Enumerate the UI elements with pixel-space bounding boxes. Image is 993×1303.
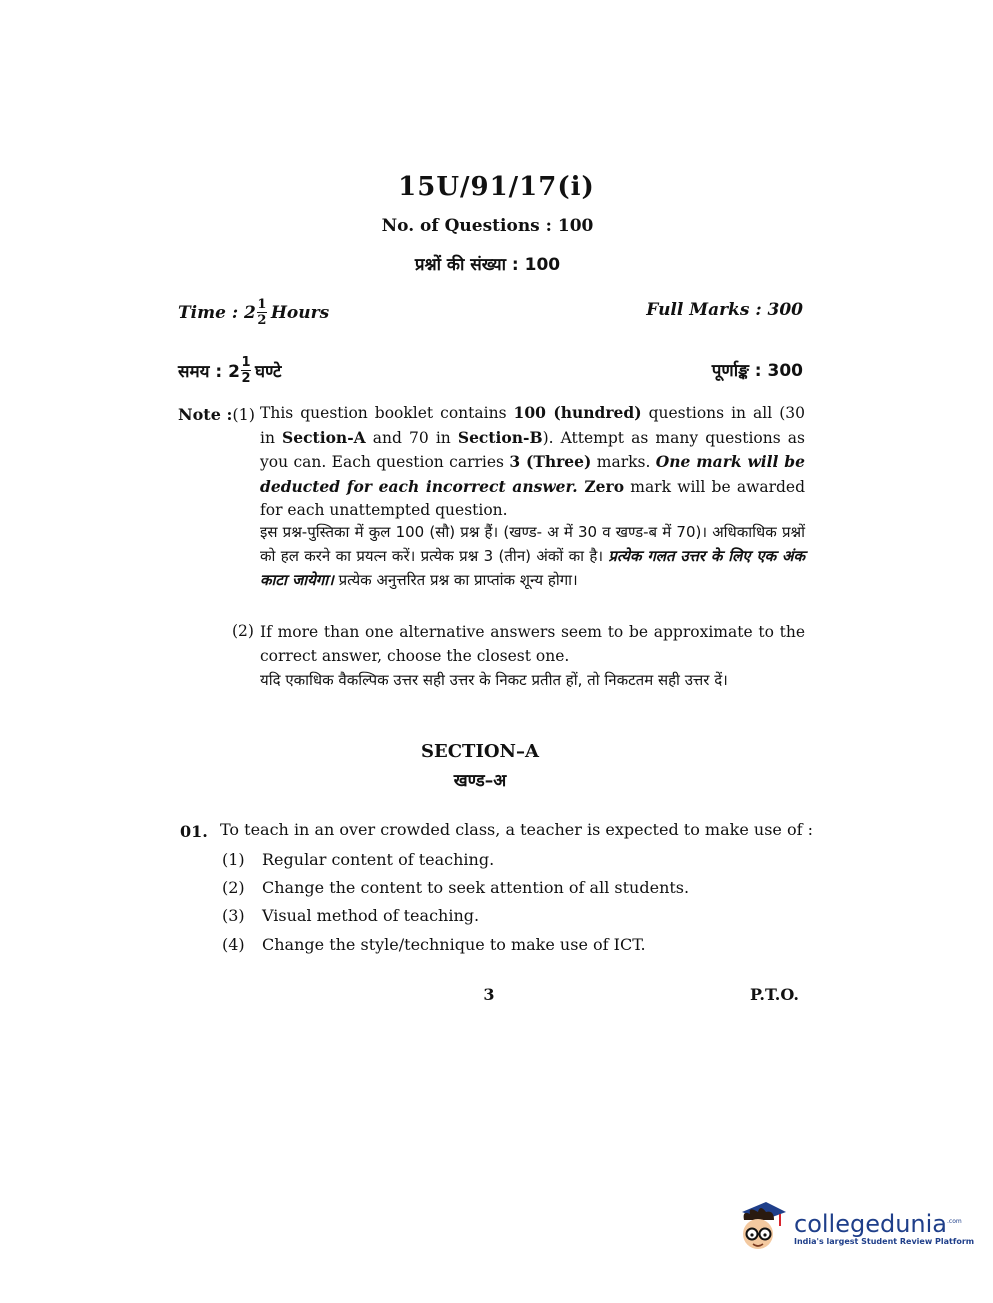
note-1-hindi: इस प्रश्न-पुस्तिका में कुल 100 (सौ) प्रश्न हैं। (खण्ड- अ में 30 व खण्ड-ब में 70)। अधिकाधिक प्रश्नों को हल करने का प्रयत्न करें। प्रत्येक प्रश्न 3 (तीन) अंकों का है। प्रत्येक गलत उत्तर के लिए एक अंक काटा जायेगा। प्रत्येक अनुत्तरित प्रश्न का प्राप्तांक शून्य होगा।	[260, 523, 805, 589]
full-marks: Full Marks : 300	[646, 300, 803, 320]
note-label: Note :(1)	[178, 405, 256, 424]
option-3: (3) Visual method of teaching.	[222, 906, 480, 925]
note-2-english: If more than one alternative answers seem to be approximate to the correct answer, choose the closest one.	[260, 623, 805, 665]
option-4: (4) Change the style/technique to make use of ICT.	[222, 935, 646, 954]
question-number: 01.	[180, 822, 208, 841]
full-marks-hindi: पूर्णाङ्क : 300	[711, 361, 803, 381]
question-text: To teach in an over crowded class, a teacher is expected to make use of :	[220, 820, 813, 839]
collegedunia-watermark: collegedunia$^{.com}$ India's largest Student Review Platform	[736, 1198, 974, 1256]
num-questions: No. of Questions : 100	[381, 216, 594, 236]
section-title-hindi: खण्ड–अ	[453, 771, 507, 791]
paper-code: 15U/91/17(i)	[398, 172, 595, 202]
note-1-english: This question booklet contains 100 (hundred) questions in all (30 in Section-A and 70 in Section-B). Attempt as many questions as you can. Each question carries 3 (Three) marks. One mark will be deducted for each incorrect answer. Zero mark will be awarded for each unattempted question.	[260, 403, 806, 519]
page-number: 3	[483, 985, 495, 1004]
note-2-number: (2)	[232, 622, 254, 640]
option-2: (2) Change the content to seek attention of all students.	[222, 878, 690, 897]
section-title: SECTION–A	[421, 741, 539, 762]
fraction-hindi: $\frac{1}{2}$	[241, 355, 251, 386]
num-questions-hindi: प्रश्नों की संख्या : 100	[414, 255, 561, 275]
time-allowed: Time : 2 $\frac{1}{2}$ Hours	[178, 297, 330, 328]
option-1: (1) Regular content of teaching.	[222, 850, 495, 869]
mascot-icon	[736, 1198, 788, 1256]
note-2-hindi: यदि एकाधिक वैकल्पिक उत्तर सही उत्तर के निकट प्रतीत हों, तो निकटतम सही उत्तर दें।	[260, 671, 728, 689]
fraction: $\frac{1}{2}$	[257, 297, 267, 328]
time-allowed-hindi: समय : 2 $\frac{1}{2}$ घण्टे	[178, 355, 282, 386]
pto-label: P.T.O.	[750, 985, 799, 1004]
